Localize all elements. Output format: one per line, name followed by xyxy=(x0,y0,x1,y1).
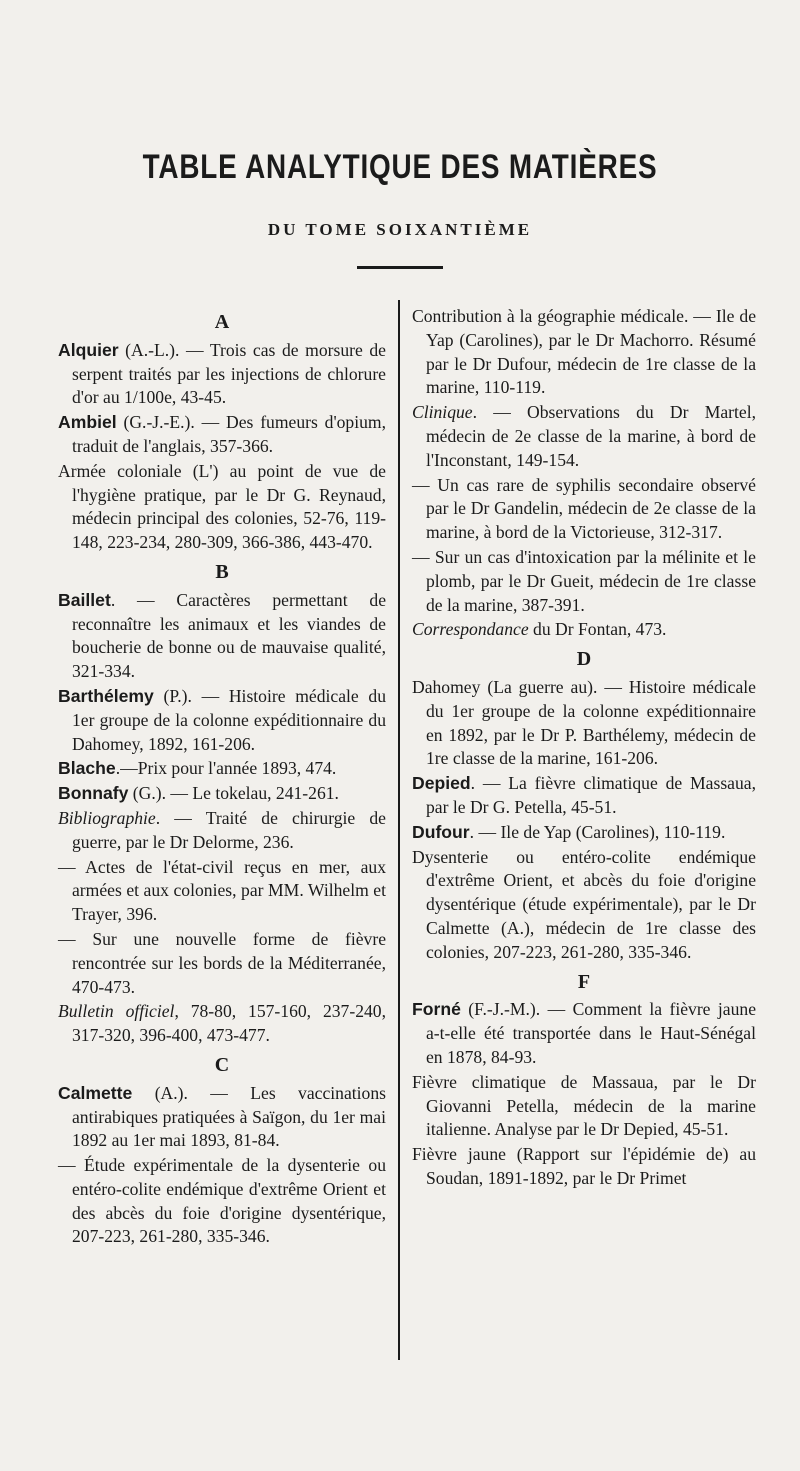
entry-text: . — La fièvre climatique de Massaua, par le Dr G. Petella, 45-51. xyxy=(426,773,756,817)
entry-text: . — Caractères permettant de reconnaître les animaux et les viandes de boucherie de bonne ou de mauvaise qualité, 321-334. xyxy=(72,589,386,682)
title-rule xyxy=(357,266,443,269)
left-column xyxy=(58,305,386,1250)
entry-headword: Forné xyxy=(412,999,461,1020)
index-entry xyxy=(58,782,386,806)
entry-headword: Dufour xyxy=(412,821,470,842)
entry-text: , 78-80, 157-160, 237-240, 317-320, 396-400, 473-477. xyxy=(72,1001,386,1046)
index-entry xyxy=(58,856,386,927)
entry-headword: Clinique xyxy=(412,402,473,423)
index-entry xyxy=(412,1071,756,1142)
entry-text: .—Prix pour l'année 1893, 474. xyxy=(115,758,337,779)
entry-text: — Sur un cas d'intoxication par la mélinite et le plomb, par le Dr Gueit, médecin de 1re classe de la marine, 387-391. xyxy=(412,546,756,615)
index-entry xyxy=(58,757,386,781)
section-letter: D xyxy=(576,648,592,671)
entry-text: — Sur une nouvelle forme de fièvre rencontrée sur les bords de la Méditerranée, 470-473. xyxy=(58,928,386,997)
index-entry xyxy=(412,846,756,965)
entry-text: Contribution à la géographie médicale. — Ile de Yap (Carolines), par le Dr Machorro. Résumé par le Dr Dufour, médecin de 1re classe de la marine, 110-119. xyxy=(412,306,756,398)
index-entry xyxy=(412,772,756,820)
entry-text: (G.-J.-E.). — Des fumeurs d'opium, traduit de l'anglais, 357-366. xyxy=(72,412,386,456)
entry-text: Dysenterie ou entéro-colite endémique d'extrême Orient, et abcès du foie d'origine dysentérique (étude expérimentale), par le Dr Calmette (A.), médecin de 1re classe des colonies, 207-223, 261-280, 335-346. xyxy=(412,846,756,962)
section-letter: B xyxy=(215,560,229,583)
entry-headword: Baillet xyxy=(58,589,111,610)
column-divider xyxy=(398,300,400,1360)
section-letter: F xyxy=(577,970,591,993)
index-entry xyxy=(58,339,386,410)
entry-headword: Bibliographie xyxy=(58,807,156,828)
entry-text: (G.). — Le tokelau, 241-261. xyxy=(128,783,339,804)
entry-text: (A.-L.). — Trois cas de morsure de serpent traités par les injections de chlorure d'or au 1/100e, 43-45. xyxy=(72,339,386,408)
entry-headword: Correspondance xyxy=(412,619,529,640)
entry-text: Fièvre climatique de Massaua, par le Dr Giovanni Petella, médecin de la marine italienne. Analyse par le Dr Depied, 45-51. xyxy=(412,1071,756,1140)
entry-text: . — Observations du Dr Martel, médecin de 2e classe de la marine, à bord de l'Inconstant, 149-154. xyxy=(426,402,756,470)
entry-text: (A.). — Les vaccinations antirabiques pratiquées à Saïgon, du 1er mai 1892 au 1er mai 1893, 81-84. xyxy=(72,1082,386,1151)
index-entry xyxy=(58,807,386,855)
index-entry xyxy=(412,676,756,771)
index-entry xyxy=(58,589,386,684)
index-entry xyxy=(58,460,386,555)
index-entry xyxy=(58,685,386,756)
entry-text: — Actes de l'état-civil reçus en mer, aux armées et aux colonies, par MM. Wilhelm et Trayer, 396. xyxy=(58,856,386,925)
index-entry xyxy=(58,928,386,999)
index-entry xyxy=(412,401,756,472)
section-letter: C xyxy=(214,1053,230,1076)
entry-text: — Étude expérimentale de la dysenterie ou entéro-colite endémique d'extrême Orient et des abcès du foie d'origine dysentérique, 207-223, 261-280, 335-346. xyxy=(58,1155,386,1247)
entry-text: Dahomey (La guerre au). — Histoire médicale du 1er groupe de la colonne expéditionnaire en 1892, par le Dr P. Barthélemy, médecin de 1re classe de la marine, 161-206. xyxy=(412,676,756,769)
index-entry xyxy=(412,546,756,617)
index-entry xyxy=(412,998,756,1069)
section-letter: A xyxy=(214,311,230,333)
index-entry xyxy=(58,1154,386,1249)
entry-text: (P.). — Histoire médicale du 1er groupe de la colonne expéditionnaire du Dahomey, 1892, 161-206. xyxy=(72,685,386,754)
index-entry xyxy=(58,1000,386,1048)
index-entry xyxy=(412,474,756,545)
index-entry xyxy=(412,821,756,845)
entry-headword: Bulletin officiel xyxy=(58,1001,175,1022)
entry-headword: Bonnafy xyxy=(58,783,129,804)
index-entry xyxy=(58,411,386,459)
entry-headword: Ambiel xyxy=(58,412,117,433)
page-subtitle: DU TOME SOIXANTIÈME xyxy=(267,220,533,239)
index-entry xyxy=(412,1143,756,1191)
entry-headword: Blache xyxy=(58,758,116,779)
page-title: TABLE ANALYTIQUE DES MATIÈRES xyxy=(142,148,658,186)
entry-text: Fièvre jaune (Rapport sur l'épidémie de) au Soudan, 1891-1892, par le Dr Primet xyxy=(412,1144,756,1188)
entry-headword: Alquier xyxy=(58,339,119,360)
entry-headword: Barthélemy xyxy=(58,685,154,706)
entry-text: — Un cas rare de syphilis secondaire observé par le Dr Gandelin, médecin de 2e classe de la marine, à bord de la Victorieuse, 312-317. xyxy=(412,474,756,543)
entry-text: Armée coloniale (L') au point de vue de l'hygiène pratique, par le Dr G. Reynaud, médecin principal des colonies, 52-76, 119-148, 223-234, 280-309, 366-386, 443-470. xyxy=(58,460,386,553)
index-entry xyxy=(58,1082,386,1153)
entry-headword: Calmette xyxy=(58,1082,133,1103)
entry-text: du Dr Fontan, 473. xyxy=(528,619,667,640)
index-entry xyxy=(412,618,756,642)
entry-text: (F.-J.-M.). — Comment la fièvre jaune a-t-elle été transportée dans le Haut-Sénégal en 1878, 84-93. xyxy=(426,999,756,1067)
right-column xyxy=(412,305,756,1192)
entry-text: . — Ile de Yap (Carolines), 110-119. xyxy=(469,821,726,842)
index-entry xyxy=(412,305,756,400)
entry-text: . — Traité de chirurgie de guerre, par le Dr Delorme, 236. xyxy=(72,807,386,852)
entry-headword: Depied xyxy=(412,773,471,794)
